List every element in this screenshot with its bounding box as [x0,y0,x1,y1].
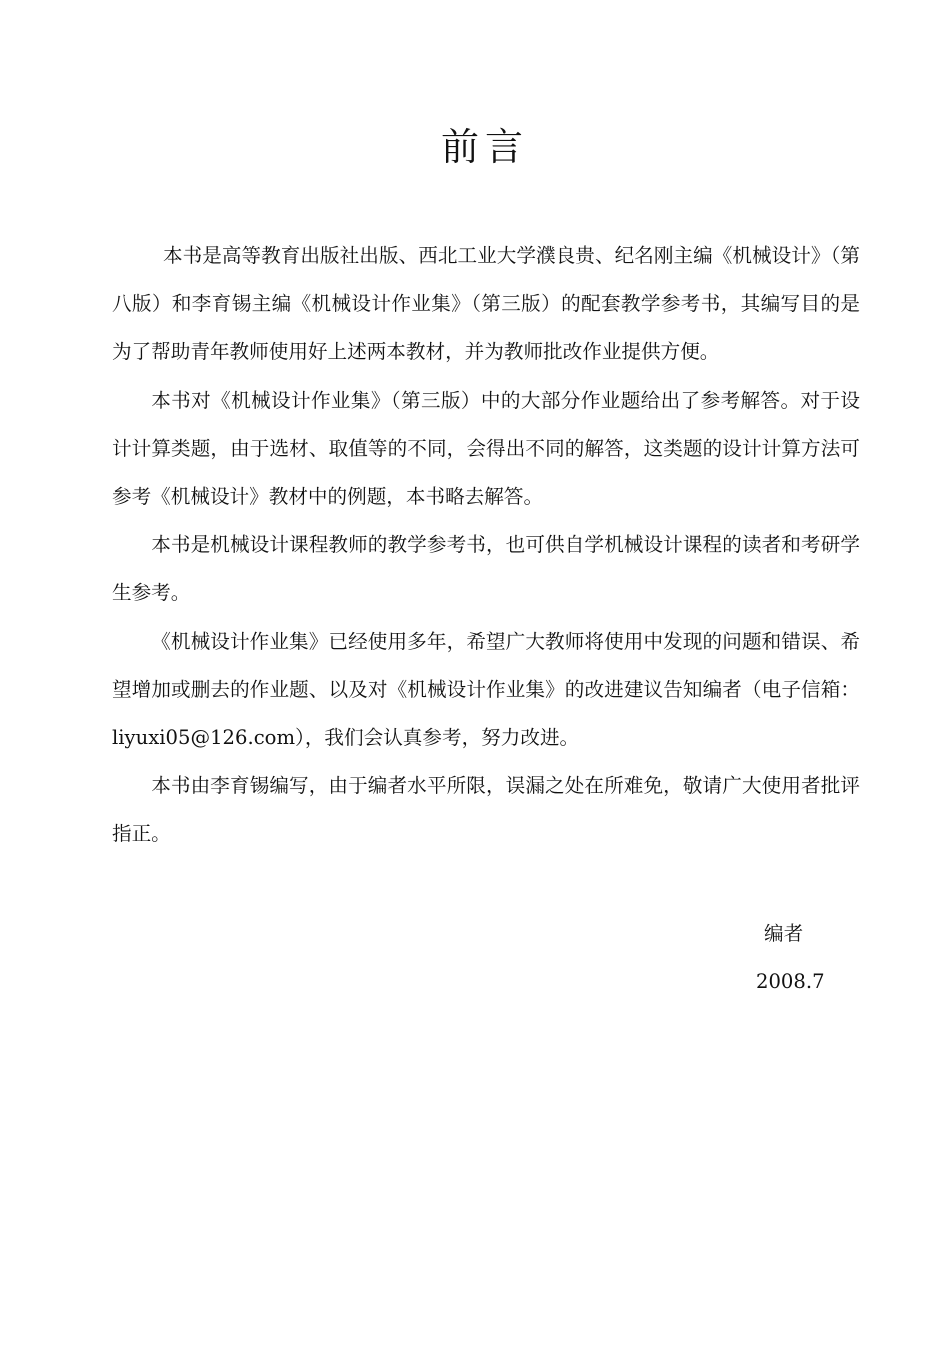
signature-author: 编者 [764,922,804,945]
signature-date: 2008.7 [756,970,825,993]
paragraph-4: 《机械设计作业集》已经使用多年，希望广大教师将使用中发现的问题和错误、希望增加或删去的作业题、以及对《机械设计作业集》的改进建议告知编者（电子信箱：liyuxi05@126.com），我们会认真参考，努力改进。 [112,629,860,750]
signature-block [740,910,840,1006]
paragraph-1: 本书是高等教育出版社出版、西北工业大学濮良贵、纪名刚主编《机械设计》（第八版）和李育锡主编《机械设计作业集》（第三版）的配套教学参考书，其编写目的是为了帮助青年教师使用好上述两本教材，并为教师批改作业提供方便。 [112,244,860,364]
preface-body [112,232,860,859]
paragraph-5: 本书由李育锡编写，由于编者水平所限，误漏之处在所难免，敬请广大使用者批评指正。 [112,774,860,846]
paragraph-2: 本书对《机械设计作业集》（第三版）中的大部分作业题给出了参考解答。对于设计计算类题，由于选材、取值等的不同，会得出不同的解答，这类题的设计计算方法可参考《机械设计》教材中的例题，本书略去解答。 [112,388,860,509]
paragraph-3: 本书是机械设计课程教师的教学参考书，也可供自学机械设计课程的读者和考研学生参考。 [112,533,860,605]
page-title: 前言 [440,125,529,169]
